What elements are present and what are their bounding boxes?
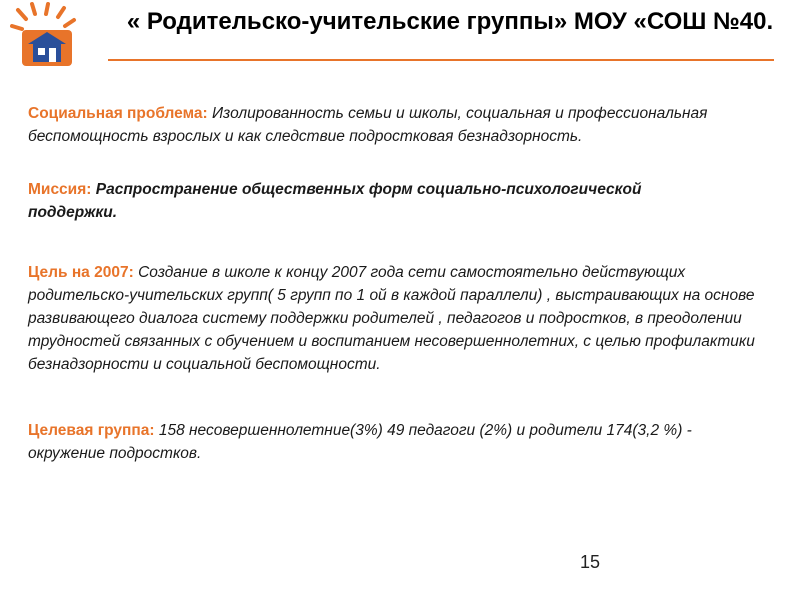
page-title: « Родительско-учительские группы» МОУ «СОШ №40. [126, 8, 774, 35]
page-number: 15 [580, 552, 601, 572]
house-sun-icon [8, 2, 88, 74]
social-problem-text: Изолированность семьи и школы, социальная и профессиональная беспомощность взрослых и как следствие подростковая безнадзорность. [28, 105, 708, 145]
mission-label: Миссия: [28, 181, 92, 198]
target-group-paragraph [28, 419, 758, 465]
social-problem-label: Социальная проблема: [28, 105, 208, 122]
title-underline [108, 59, 774, 61]
target-group-label: Целевая группа: [28, 422, 155, 439]
goal-paragraph [28, 261, 758, 376]
mission-text: Распространение общественных форм социально-психологической поддержки. [28, 181, 642, 221]
goal-label: Цель на 2007: [28, 264, 134, 281]
target-group-text: 158 несовершеннолетние(3%) 49 педагоги (2%) и родители 174(3,2 %) - окружение подростков. [28, 422, 692, 462]
social-problem-paragraph [28, 102, 748, 148]
goal-text: Создание в школе к концу 2007 года сети самостоятельно действующих родительско-учительских групп( 5 групп по 1 ой в каждой параллели) , выстраивающих на основе развивающего диалога систему поддержки родителей , педагогов и подростков, в преодолении трудностей связанных с обучением и воспитанием несовершеннолетних, с целью профилактики безнадзорности и социальной беспомощности. [28, 264, 755, 373]
mission-paragraph [28, 178, 648, 224]
school-logo [8, 2, 88, 74]
